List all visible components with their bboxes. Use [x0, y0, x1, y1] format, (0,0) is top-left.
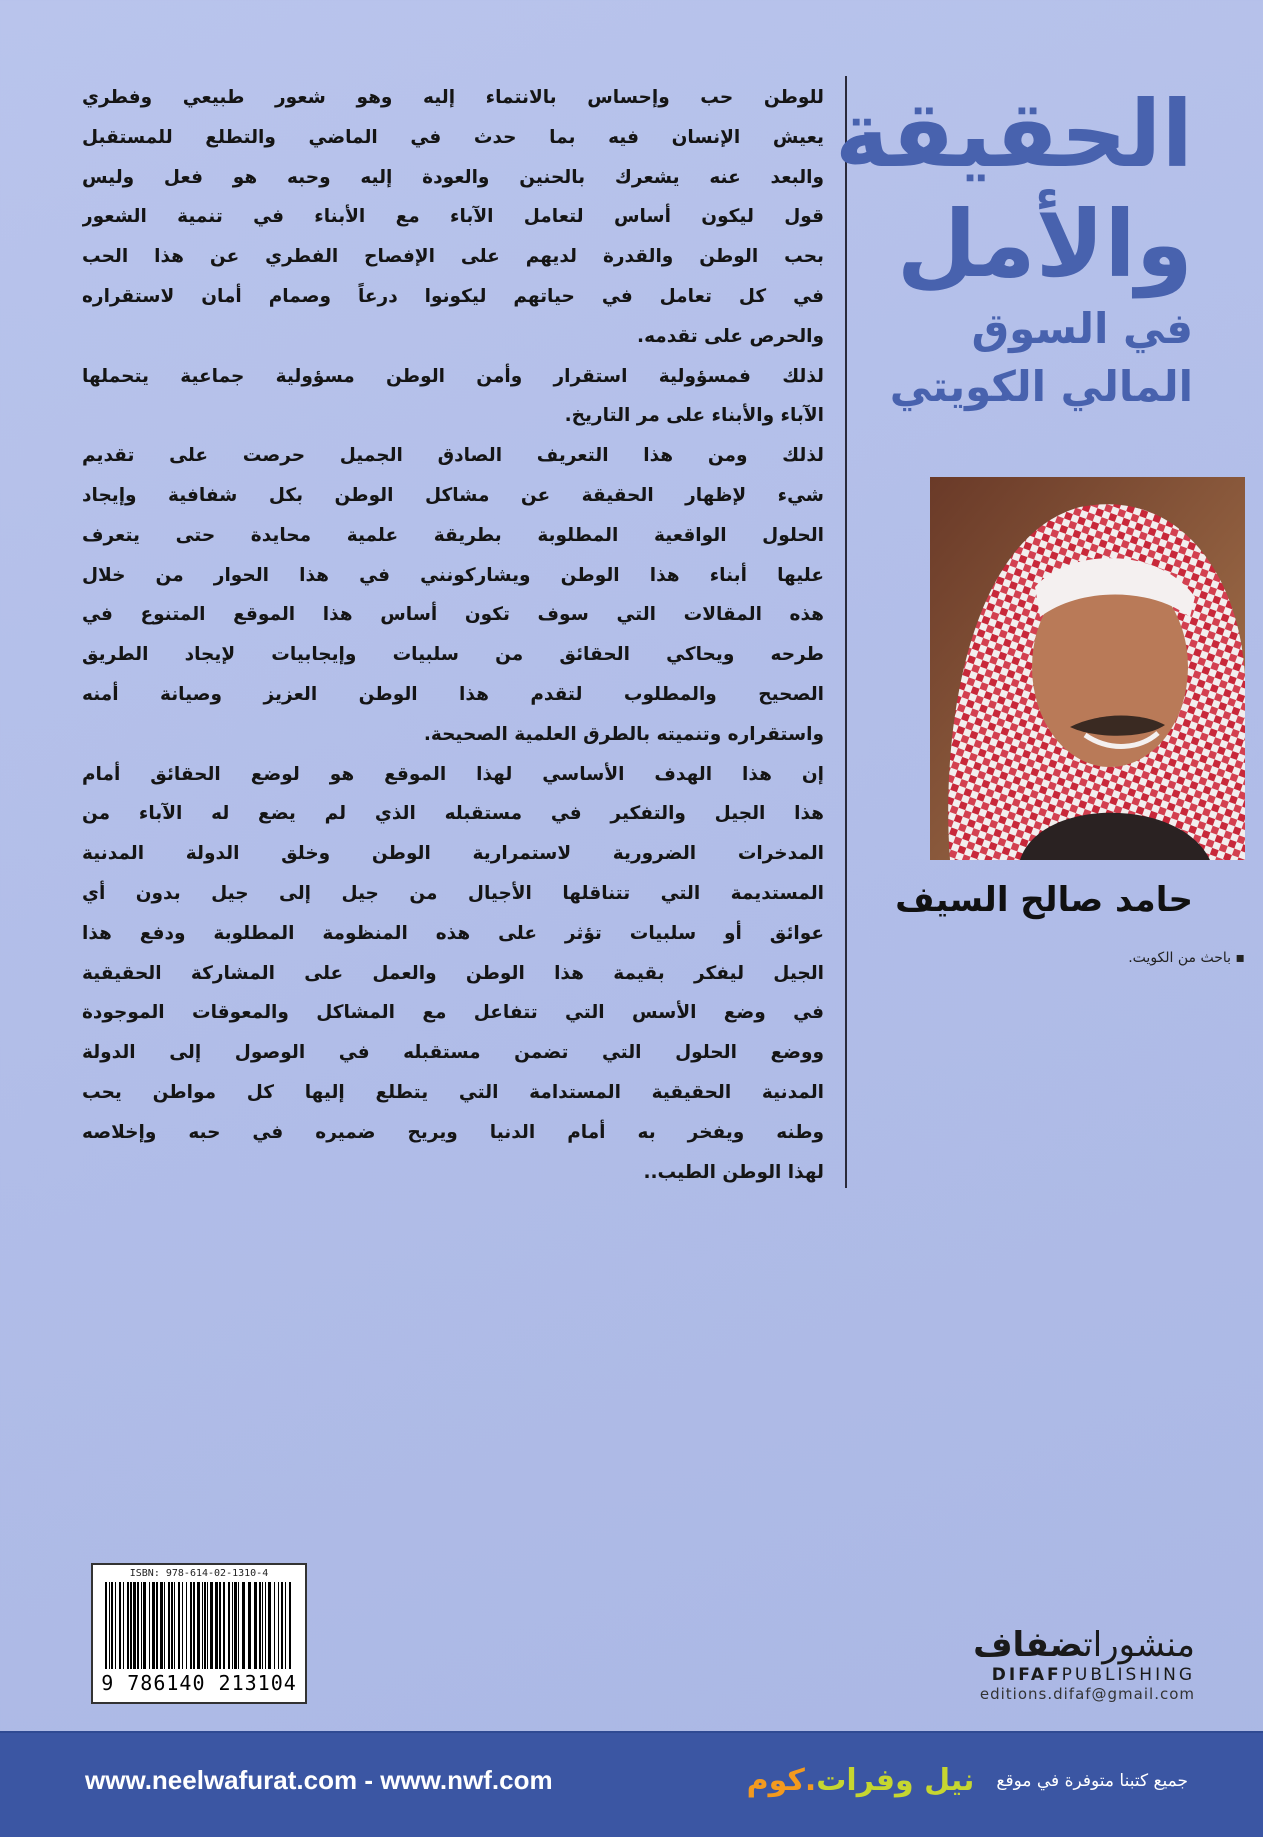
barcode-bar: [141, 1582, 142, 1669]
barcode-bar: [254, 1582, 257, 1669]
blurb-line: قول ليكون أساس لتعامل الآباء مع الأبناء في تنمية الشعور: [82, 206, 824, 228]
barcode-bar: [168, 1582, 170, 1669]
blurb-line: الجيل ليفكر بقيمة هذا الوطن والعمل على المشاركة الحقيقية: [82, 962, 824, 984]
blurb-line: لهذا الوطن الطيب..: [643, 1161, 824, 1183]
barcode-bar: [190, 1582, 192, 1669]
isbn-barcode: [91, 1563, 307, 1704]
blurb-line: طرحه ويحاكي الحقائق من سلبيات وإيجابيات لإيجاد الطريق: [82, 644, 824, 666]
blurb-line: هذه المقالات التي سوف تكون أساس هذا الموقع المتنوع في: [82, 604, 824, 626]
publisher-prefix: منشورات: [1083, 1625, 1195, 1665]
barcode-bar: [215, 1582, 218, 1669]
blurb-line: المدخرات الضرورية لاستمرارية الوطن وخلق الدولة المدنية: [82, 843, 824, 865]
blurb-line: الآباء والأبناء على مر التاريخ.: [564, 405, 824, 427]
barcode-bar: [223, 1582, 225, 1669]
footer-bar: [0, 1731, 1263, 1837]
availability-text: جميع كتبنا متوفرة في موقع: [996, 1770, 1188, 1791]
blurb-line: عوائق أو سلبيات تؤثر على هذه المنظومة المطلوبة ودفع هذا: [82, 922, 824, 944]
barcode-bar: [156, 1582, 158, 1669]
book-title: [835, 80, 1193, 416]
barcode-bar: [137, 1582, 139, 1669]
barcode-bar: [242, 1582, 245, 1669]
barcode-bar: [248, 1582, 251, 1669]
barcode-bar: [152, 1582, 155, 1669]
blurb-line: الصحيح والمطلوب لتقدم هذا الوطن العزيز وصيانة أمنه: [82, 683, 824, 705]
blurb-line: بحب الوطن والقدرة لديهم على الإفصاح الفطري عن هذا الحب: [82, 246, 824, 268]
blurb-line: واستقراره وتنميته بالطرق العلمية الصحيحة.: [423, 723, 824, 745]
blurb-line: هذا الجيل والتفكير في مستقبله الذي لم يضع له الآباء من: [82, 803, 824, 825]
publisher-logo: [973, 1625, 1195, 1703]
author-photo: [930, 477, 1245, 860]
barcode-bar: [193, 1582, 195, 1669]
blurb-line: والبعد عنه يشعرك بالحنين والعودة إليه وحبه هو فعل وليس: [82, 166, 824, 188]
site-name-suffix: .كوم: [746, 1763, 817, 1798]
blurb-line: لذلك فمسؤولية استقرار وأمن الوطن مسؤولية جماعية يتحملها: [82, 365, 824, 387]
blurb-line: الحلول الواقعية المطلوبة بطريقة علمية محايدة حتى يتعرف: [82, 524, 824, 546]
barcode-bar: [197, 1582, 200, 1669]
barcode-bar: [182, 1582, 183, 1669]
blurb-line: المستديمة التي تتناقلها الأجيال من جيل إلى جيل بدون أي: [82, 882, 824, 904]
subtitle-line-1: في السوق: [971, 304, 1193, 353]
barcode-bar: [133, 1582, 136, 1669]
barcode-bar: [160, 1582, 163, 1669]
barcode-bar: [219, 1582, 221, 1669]
isbn-label: ISBN: 978-614-02-1310-4: [129, 1568, 269, 1579]
publisher-en-rest: PUBLISHING: [1061, 1665, 1195, 1685]
site-name-logo: [747, 1763, 975, 1798]
blurb-line: يعيش الإنسان فيه بما حدث في الماضي والتطلع للمستقبل: [82, 126, 824, 148]
barcode-bar: [268, 1582, 271, 1669]
barcode-bars: [105, 1582, 295, 1669]
author-name: حامد صالح السيف: [895, 880, 1193, 920]
barcode-bar: [228, 1582, 230, 1669]
publisher-name-ar: [973, 1625, 1195, 1665]
footer-urls: www.neelwafurat.com - www.nwf.com: [85, 1765, 553, 1795]
barcode-bar: [178, 1582, 180, 1669]
site-name-main: نيل وفرات: [816, 1763, 975, 1798]
barcode-bar: [109, 1582, 110, 1669]
blurb-line: ووضع الحلول التي تضمن مستقبله في الوصول إلى الدولة: [82, 1042, 824, 1064]
barcode-bar: [274, 1582, 275, 1669]
barcode-bar: [232, 1582, 233, 1669]
author-note: ▪ باحث من الكويت.: [1128, 950, 1245, 966]
barcode-bar: [127, 1582, 129, 1669]
barcode-bar: [259, 1582, 261, 1669]
barcode-bar: [285, 1582, 286, 1669]
title-line-1: الحقيقة: [834, 81, 1193, 188]
barcode-bar: [210, 1582, 213, 1669]
barcode-bar: [262, 1582, 263, 1669]
barcode-bar: [164, 1582, 165, 1669]
blurb-line: والحرص على تقدمه.: [637, 325, 824, 347]
publisher-en-bold: DIFAF: [991, 1665, 1062, 1685]
barcode-bar: [289, 1582, 291, 1669]
barcode-bar: [202, 1582, 203, 1669]
publisher-name-en: [973, 1665, 1195, 1685]
publisher-email: editions.difaf@gmail.com: [979, 1685, 1195, 1703]
barcode-bar: [204, 1582, 206, 1669]
title-line-2: والأمل: [896, 191, 1193, 298]
barcode-bar: [171, 1582, 173, 1669]
blurb-line: المدنية الحقيقية المستدامة التي يتطلع إليها كل مواطن يحب: [82, 1081, 824, 1103]
blurb-line: إن هذا الهدف الأساسي لهذا الموقع هو لوضع الحقائق أمام: [82, 763, 824, 785]
blurb-line: شيء لإظهار الحقيقة عن مشاكل الوطن بكل شفافية وإيجاد: [82, 484, 824, 506]
blurb-line: في كل تعامل في حياتهم ليكونوا درعاً وصمام أمان لاستقراره: [82, 285, 824, 307]
barcode-bar: [123, 1582, 124, 1669]
barcode-bar: [281, 1582, 283, 1669]
barcode-bar: [234, 1582, 237, 1669]
barcode-bar: [278, 1582, 279, 1669]
barcode-bar: [143, 1582, 146, 1669]
barcode-bar: [115, 1582, 116, 1669]
barcode-bar: [265, 1582, 266, 1669]
publisher-brand: ضفاف: [973, 1625, 1084, 1665]
blurb-line: في وضع الأسس التي تتفاعل مع المشاكل والمعوقات الموجودة: [82, 1002, 824, 1024]
barcode-digits: 9 786140 213104: [101, 1671, 297, 1695]
blurb-text: [82, 78, 824, 1192]
blurb-line: للوطن حب وإحساس بالانتماء إليه وهو شعور طبيعي وفطري: [82, 87, 824, 108]
barcode-bar: [105, 1582, 107, 1669]
subtitle-line-2: المالي الكويتي: [889, 362, 1193, 411]
barcode-bar: [207, 1582, 208, 1669]
blurb-line: وطنه ويفخر به أمام الدنيا ويريح ضميره في حبه وإخلاصه: [82, 1121, 824, 1143]
barcode-bar: [149, 1582, 150, 1669]
blurb-line: لذلك ومن هذا التعريف الصادق الجميل حرصت على تقديم: [82, 445, 824, 467]
barcode-bar: [119, 1582, 121, 1669]
barcode-bar: [186, 1582, 187, 1669]
barcode-bar: [130, 1582, 132, 1669]
barcode-bar: [238, 1582, 239, 1669]
barcode-bar: [111, 1582, 113, 1669]
blurb-line: عليها أبناء هذا الوطن ويشاركونني في هذا الحوار من خلال: [82, 564, 824, 586]
barcode-bar: [174, 1582, 175, 1669]
availability: [747, 1763, 1188, 1798]
